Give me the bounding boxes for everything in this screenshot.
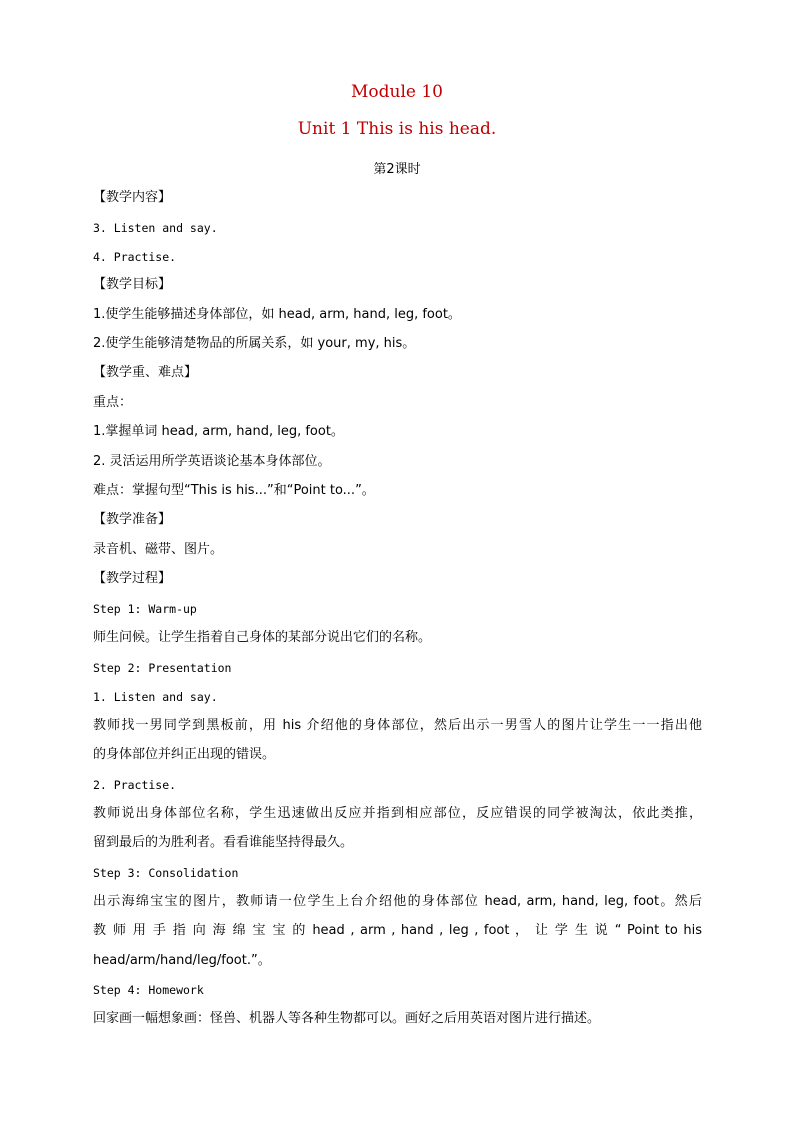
step-1-text: 师生问候。让学生指着自己身体的某部分说出它们的名称。 (93, 630, 432, 645)
unit-title: Unit 1 This is his head. (297, 119, 497, 139)
goal-item-1: 1.使学生能够描述身体部位，如 head, arm, hand, leg, foot。 (93, 307, 461, 322)
step-2-text-2-line-1: 教师说出身体部位名称，学生迅速做出反应并指到相应部位，反应错误的同学被淘汰，依此类推， (93, 806, 702, 821)
step-2-text-1-line-1: 教师找一男同学到黑板前，用 his 介绍他的身体部位，然后出示一男雪人的图片让学生一一指出他 (93, 718, 702, 733)
content-item-2: 4. Practise. (93, 250, 177, 264)
section-heading-content: 【教学内容】 (93, 190, 172, 205)
step-1-title: Step 1: Warm-up (93, 602, 197, 616)
step-2-subtitle-1: 1. Listen and say. (93, 690, 218, 704)
section-heading-goals: 【教学目标】 (93, 277, 172, 292)
key-point-2: 2. 灵活运用所学英语谈论基本身体部位。 (93, 454, 331, 469)
step-3-text-line-1: 出示海绵宝宝的图片，教师请一位学生上台介绍他的身体部位 head, arm, hand, leg, foot。然后 (93, 894, 702, 909)
section-heading-preparation: 【教学准备】 (93, 512, 172, 527)
section-heading-key-points: 【教学重、难点】 (93, 365, 198, 380)
step-2-title: Step 2: Presentation (93, 661, 232, 675)
step-3-text-line-2: 教 师 用 手 指 向 海 绵 宝 宝 的 head , arm , hand , leg , foot ， 让 学 生 说 “ Point to his (93, 923, 702, 938)
goal-item-2: 2.使学生能够清楚物品的所属关系，如 your, my, his。 (93, 336, 416, 351)
step-2-subtitle-2: 2. Practise. (93, 778, 177, 792)
step-2-text-2-line-2: 留到最后的为胜利者。看看谁能坚持得最久。 (93, 835, 354, 850)
step-2-text-1-line-2: 的身体部位并纠正出现的错误。 (93, 747, 276, 762)
preparation-text: 录音机、磁带、图片。 (93, 542, 224, 557)
key-point-1: 1.掌握单词 head, arm, hand, leg, foot。 (93, 424, 344, 439)
lesson-number: 第2课时 (373, 162, 421, 177)
module-title: Module 10 (350, 82, 443, 102)
step-3-text-line-3: head/arm/hand/leg/foot.”。 (93, 953, 271, 968)
step-4-title: Step 4: Homework (93, 983, 204, 997)
step-3-title: Step 3: Consolidation (93, 866, 239, 880)
section-heading-process: 【教学过程】 (93, 571, 172, 586)
key-points-label: 重点： (93, 395, 133, 410)
difficult-point: 难点：掌握句型“This is his...”和“Point to...”。 (93, 483, 375, 498)
content-item-1: 3. Listen and say. (93, 221, 218, 235)
step-4-text: 回家画一幅想象画：怪兽、机器人等各种生物都可以。画好之后用英语对图片进行描述。 (93, 1011, 601, 1026)
